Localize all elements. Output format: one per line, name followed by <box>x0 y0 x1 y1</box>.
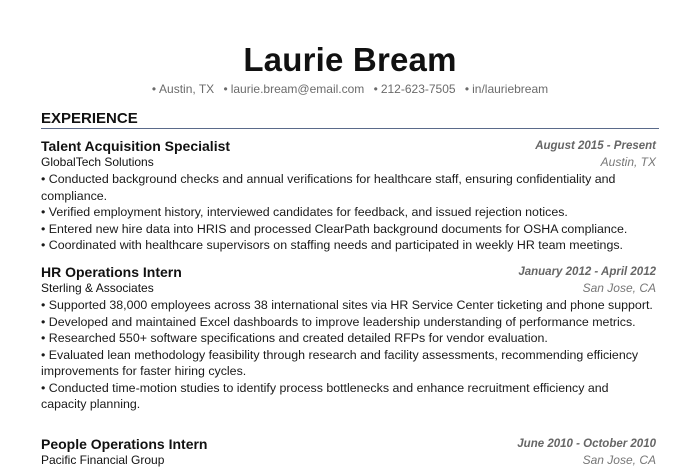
candidate-name: Laurie Bream <box>243 41 457 78</box>
bullet-item: • Evaluated lean methodology feasibility through research and facility assessments, recommending efficiency improvements for faster hiring cycles. <box>41 347 639 378</box>
job-entry <box>41 435 659 468</box>
bullet-item: • Conducted time-motion studies to identify process bottlenecks and enhance recruitment efficiency and capacity planning. <box>41 380 609 411</box>
section-title-experience: EXPERIENCE <box>41 110 138 127</box>
location-text: Austin, TX <box>159 82 215 96</box>
bullet-item: • Verified employment history, interviewed candidates for feedback, and issued rejection notices. <box>41 205 568 219</box>
bullet-item: • Entered new hire data into HRIS and processed ClearPath background documents for OSHA compliance. <box>41 221 628 236</box>
bullet-item: • Coordinated with healthcare supervisors on staffing needs and participated in weekly HR team meetings. <box>41 238 623 252</box>
separator-dot: • <box>223 82 228 96</box>
job-dates: June 2010 - October 2010 <box>517 438 656 450</box>
contact-phone <box>374 82 456 96</box>
job-dates: August 2015 - Present <box>535 140 656 152</box>
separator-dot: • <box>373 82 378 96</box>
job-company: Sterling & Associates <box>41 281 154 295</box>
bullet-item: • Conducted background checks and annual verifications for healthcare staff, ensuring confidentiality and compliance. <box>41 172 616 203</box>
contact-linkedin[interactable] <box>465 82 548 96</box>
job-subheader <box>41 155 659 170</box>
job-bullets <box>41 297 653 413</box>
separator-dot: • <box>464 82 470 96</box>
bullet-item: • Developed and maintained Excel dashboards to improve leadership understanding of performance metrics. <box>41 314 636 329</box>
job-bullets <box>41 171 653 254</box>
job-subheader <box>41 453 659 468</box>
job-company: Pacific Financial Group <box>41 453 165 467</box>
job-title: Talent Acquisition Specialist <box>41 138 231 154</box>
job-title: People Operations Intern <box>41 436 208 452</box>
linkedin-link[interactable]: in/lauriebream <box>472 82 549 96</box>
job-header <box>41 137 659 155</box>
job-location: San Jose, CA <box>582 453 656 467</box>
separator-dot: • <box>151 82 157 96</box>
job-dates: January 2012 - April 2012 <box>518 266 656 278</box>
job-header <box>41 263 659 281</box>
job-entry <box>41 263 659 413</box>
job-location: San Jose, CA <box>582 281 656 295</box>
contact-email[interactable] <box>224 82 365 96</box>
email-link[interactable]: laurie.bream@email.com <box>230 82 365 96</box>
phone-text: 212-623-7505 <box>380 82 456 96</box>
bullet-item: • Supported 38,000 employees across 38 international sites via HR Service Center ticketing and phone support. <box>41 298 653 312</box>
bullet-item: • Researched 550+ software specifications and created detailed RFPs for vendor evaluation. <box>41 331 548 345</box>
section-divider <box>41 128 659 129</box>
job-entry <box>41 137 659 254</box>
job-subheader <box>41 281 659 296</box>
job-company: GlobalTech Solutions <box>41 155 154 169</box>
job-header <box>41 435 659 453</box>
contact-line <box>0 82 700 96</box>
job-title: HR Operations Intern <box>41 264 182 280</box>
job-location: Austin, TX <box>600 155 656 169</box>
contact-location <box>152 82 214 96</box>
